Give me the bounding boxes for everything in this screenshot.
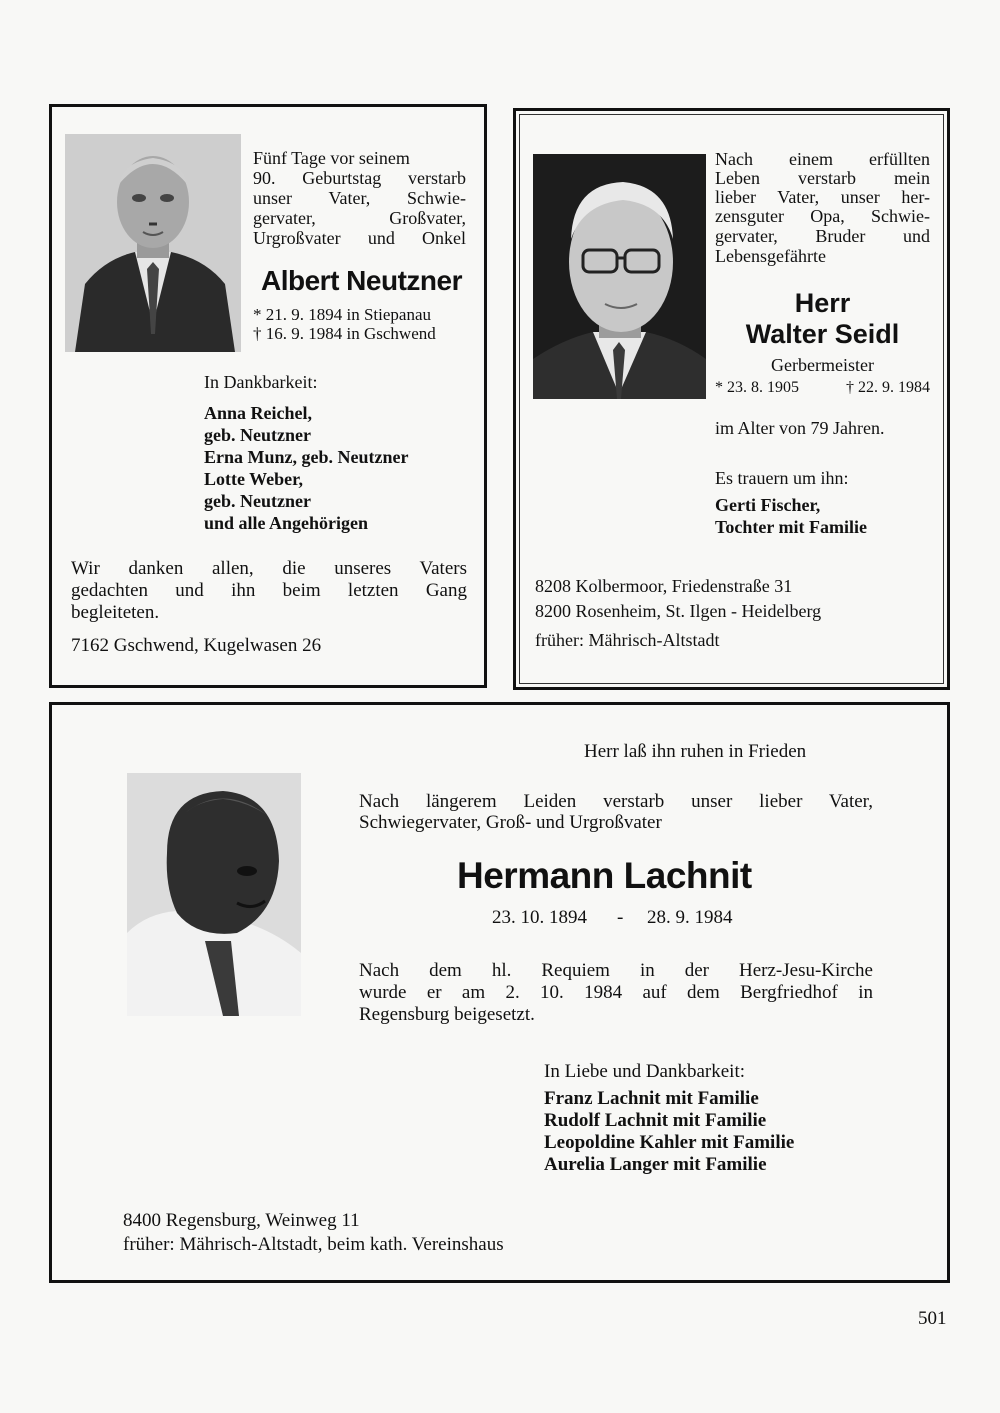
obituary-neutzner	[49, 104, 487, 688]
death-date: † 22. 9. 1984	[846, 379, 930, 396]
intro-line: Urgroßvater und Onkel	[253, 228, 466, 248]
mourner-line: Erna Munz, geb. Neutzner	[204, 447, 409, 467]
portrait-photo-neutzner	[65, 134, 241, 352]
obituary-seidl	[513, 108, 950, 690]
address-line: früher: Mährisch-Altstadt, beim kath. Vereinshaus	[123, 1234, 504, 1255]
intro-line: zensguter Opa, Schwie-	[715, 206, 930, 226]
thanks-label: In Dankbarkeit:	[204, 372, 318, 392]
obituary-lachnit	[49, 702, 950, 1283]
intro-line: Nach einem erfüllten	[715, 149, 930, 169]
deceased-title: Herr	[794, 288, 851, 318]
birth-date: * 23. 8. 1905	[715, 379, 799, 396]
birth-date: * 21. 9. 1894 in Stiepanau	[253, 305, 432, 324]
closing-line: begleiteten.	[71, 602, 160, 623]
deceased-name: Walter Seidl	[745, 319, 900, 349]
burial-line: wurde er am 2. 10. 1984 auf dem Bergfriedhof in	[359, 982, 873, 1003]
mourn-label: Es trauern um ihn:	[715, 468, 849, 488]
intro-line: Lebensgefährte	[715, 246, 826, 266]
mourner-line: Franz Lachnit mit Familie	[544, 1088, 759, 1109]
age-text: im Alter von 79 Jahren.	[715, 418, 885, 438]
profession: Gerbermeister	[771, 355, 874, 375]
mourner-line: Anna Reichel,	[204, 403, 312, 423]
thanks-label: In Liebe und Dankbarkeit:	[544, 1061, 746, 1082]
mourner-line: Gerti Fischer,	[715, 495, 821, 515]
portrait-photo-seidl	[533, 154, 706, 399]
intro-line: gervater, Bruder und	[715, 226, 930, 246]
mourner-line: geb. Neutzner	[204, 425, 311, 445]
portrait-photo-lachnit	[127, 773, 301, 1016]
address-line: 8200 Rosenheim, St. Ilgen - Heidelberg	[535, 601, 822, 621]
address-line: 8400 Regensburg, Weinweg 11	[123, 1210, 360, 1231]
address: 7162 Gschwend, Kugelwasen 26	[71, 635, 322, 656]
verse: Herr laß ihn ruhen in Frieden	[584, 741, 807, 762]
mourner-line: Tochter mit Familie	[715, 517, 867, 537]
closing-line: Wir danken allen, die unseres Vaters	[71, 558, 467, 579]
birth-date: 23. 10. 1894	[492, 907, 587, 928]
burial-line: Regensburg beigesetzt.	[359, 1004, 535, 1025]
deceased-name: Hermann Lachnit	[457, 855, 752, 896]
portrait-seidl-image	[533, 154, 706, 399]
closing-line: gedachten und ihn beim letzten Gang	[71, 580, 467, 601]
intro-line: unser Vater, Schwie-	[253, 188, 466, 208]
intro-line: lieber Vater, unser her-	[715, 187, 930, 207]
portrait-lachnit-image	[127, 773, 301, 1016]
burial-line: Nach dem hl. Requiem in der Herz-Jesu-Kirche	[359, 960, 873, 981]
mourner-line: Rudolf Lachnit mit Familie	[544, 1110, 767, 1131]
intro-line: Fünf Tage vor seinem	[253, 148, 410, 168]
death-date: 28. 9. 1984	[647, 907, 733, 928]
page-number: 501	[918, 1308, 947, 1329]
mourner-line: Aurelia Langer mit Familie	[544, 1154, 767, 1175]
intro-line: gervater, Großvater,	[253, 208, 466, 228]
mourner-line: und alle Angehörigen	[204, 513, 369, 533]
mourner-line: geb. Neutzner	[204, 491, 311, 511]
deceased-name: Albert Neutzner	[261, 265, 462, 296]
intro-line: Nach längerem Leiden verstarb unser lieber Vater,	[359, 791, 873, 812]
intro-line: 90. Geburtstag verstarb	[253, 168, 466, 188]
address-line: 8208 Kolbermoor, Friedenstraße 31	[535, 576, 793, 596]
mourner-line: Lotte Weber,	[204, 469, 303, 489]
mourner-line: Leopoldine Kahler mit Familie	[544, 1132, 795, 1153]
death-date: † 16. 9. 1984 in Gschwend	[253, 324, 436, 343]
address-line: früher: Mährisch-Altstadt	[535, 630, 720, 650]
date-dash: -	[617, 907, 624, 928]
intro-line: Leben verstarb mein	[715, 168, 930, 188]
intro-line: Schwiegervater, Groß- und Urgroßvater	[359, 812, 662, 833]
portrait-neutzner-image	[65, 134, 241, 352]
